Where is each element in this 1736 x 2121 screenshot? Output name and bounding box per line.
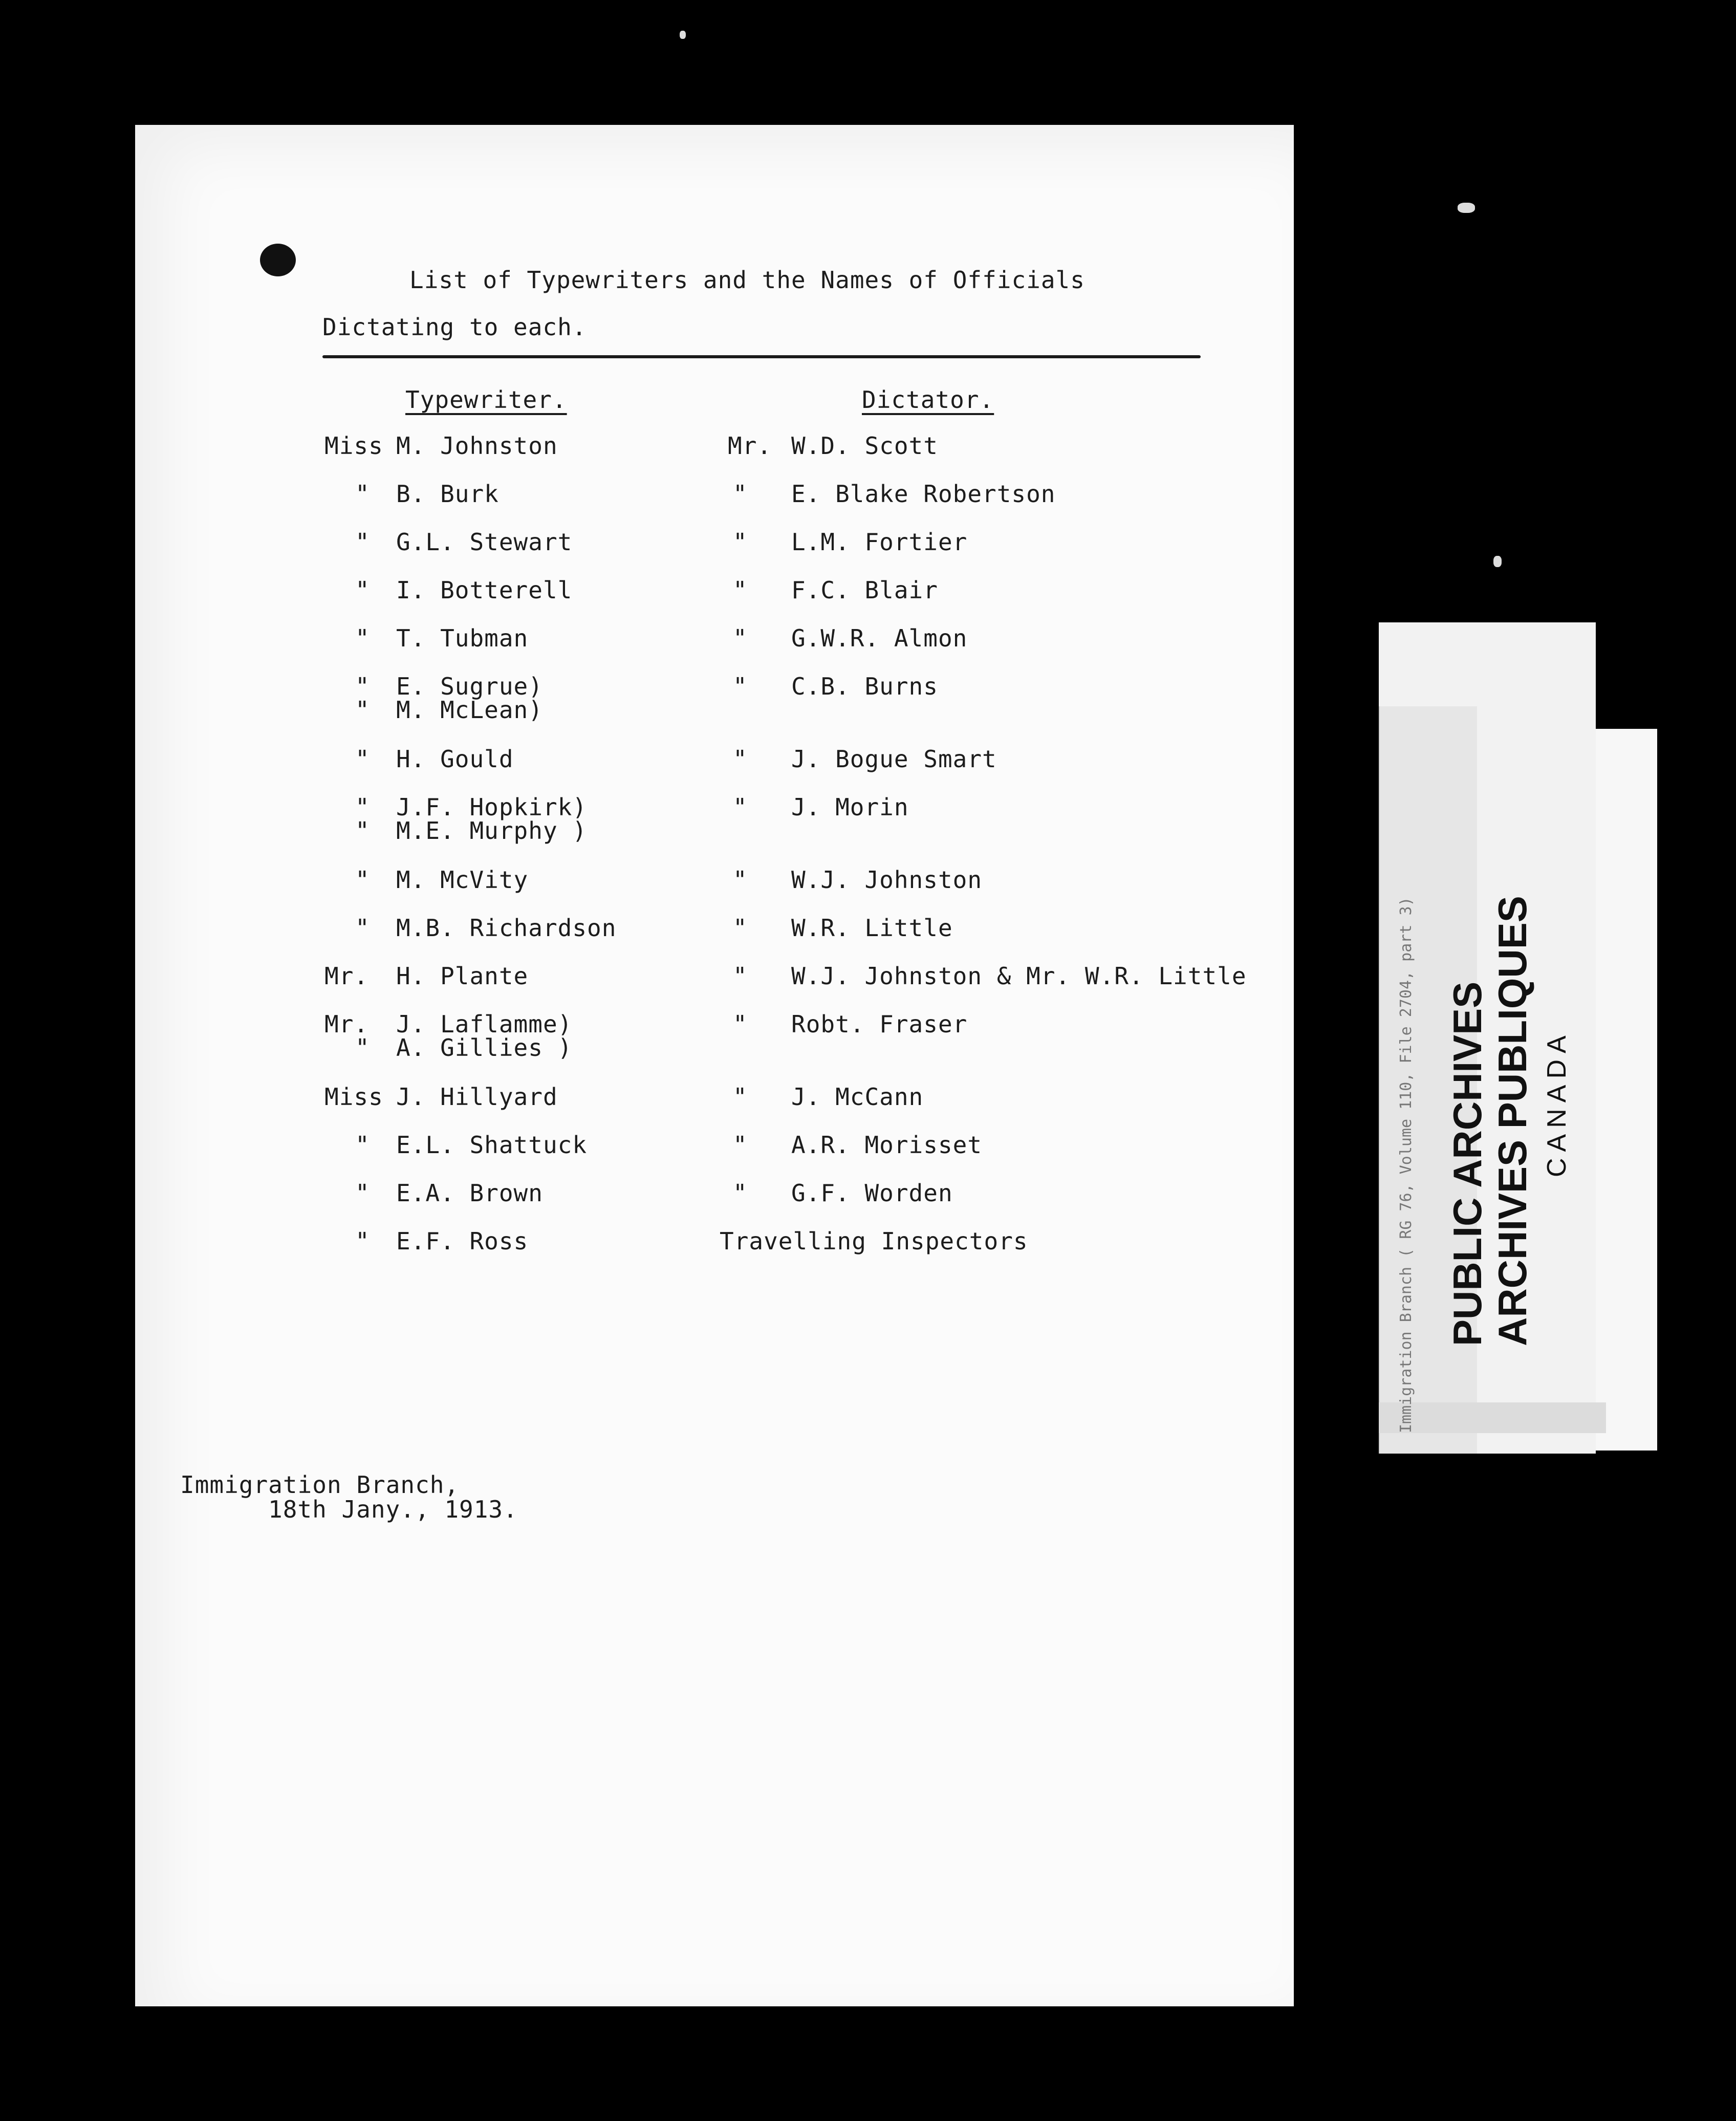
typist-name: M.B. Richardson: [396, 914, 617, 942]
film-speck: [680, 31, 686, 39]
typist-title: Miss: [324, 432, 383, 460]
list-item: [135, 480, 1294, 531]
typist-name: B. Burk: [396, 480, 499, 508]
typist-name: J.F. Hopkirk): [396, 793, 588, 821]
dictator-name: W.J. Johnston & Mr. W.R. Little: [791, 962, 1247, 990]
dictator-title: ": [733, 576, 748, 604]
footer-date: 18th Jany., 1913.: [268, 1496, 518, 1523]
list-item: [135, 432, 1294, 483]
list-item: [135, 1227, 1294, 1279]
dictator-name: L.M. Fortier: [791, 528, 968, 556]
typist-name-second: A. Gillies ): [396, 1034, 573, 1062]
dictator-name: F.C. Blair: [791, 576, 938, 604]
dictator-name: E. Blake Robertson: [791, 480, 1056, 508]
dictator-name: W.R. Little: [791, 914, 953, 942]
typist-name: M. McVity: [396, 866, 529, 894]
list-item: [135, 793, 1294, 845]
document-page: [135, 125, 1294, 2006]
typist-name-second: M.E. Murphy ): [396, 817, 588, 845]
typist-title: ": [355, 576, 370, 604]
typist-title: ": [355, 793, 370, 821]
typist-title-second: ": [355, 696, 370, 724]
typist-name: J. Laflamme): [396, 1010, 573, 1038]
typist-title: Mr.: [324, 962, 369, 990]
typist-title-second: ": [355, 1034, 370, 1062]
typist-title: ": [355, 528, 370, 556]
dictator-title: ": [733, 1131, 748, 1159]
typist-name: E.A. Brown: [396, 1179, 543, 1207]
dictator-name: A.R. Morisset: [791, 1131, 983, 1159]
list-item: [135, 914, 1294, 965]
dictator-name: G.W.R. Almon: [791, 624, 968, 652]
dictator-name: J. McCann: [791, 1083, 924, 1111]
dictator-name: Robt. Fraser: [791, 1010, 968, 1038]
dictator-name: G.F. Worden: [791, 1179, 953, 1207]
list-item: [135, 745, 1294, 796]
typist-title: ": [355, 866, 370, 894]
dictator-name: J. Bogue Smart: [791, 745, 997, 773]
list-item: [135, 1010, 1294, 1062]
footer-branch: Immigration Branch,: [180, 1471, 460, 1499]
typist-title: ": [355, 673, 370, 700]
typist-name-second: M. McLean): [396, 696, 543, 724]
typist-title: ": [355, 745, 370, 773]
typist-title: Mr.: [324, 1010, 369, 1038]
dictator-title: ": [733, 480, 748, 508]
typist-name: H. Gould: [396, 745, 514, 773]
typist-title: ": [355, 480, 370, 508]
typist-title-second: ": [355, 817, 370, 845]
archive-reference: Immigration Branch ( RG 76, Volume 110, File 2704, part 3): [1397, 897, 1415, 1433]
list-item: [135, 528, 1294, 579]
archive-label-line2: ARCHIVES PUBLIQUES: [1490, 896, 1535, 1346]
dictator-name: W.J. Johnston: [791, 866, 983, 894]
dictator-title: Mr.: [728, 432, 772, 460]
archive-label-flap: [1596, 729, 1657, 1451]
dictator-title: ": [733, 1179, 748, 1207]
archive-label-line3: CANADA: [1542, 1029, 1572, 1177]
document-title: List of Typewriters and the Names of Officials: [409, 266, 1085, 294]
dictator-name: C.B. Burns: [791, 673, 938, 700]
document-subtitle: Dictating to each.: [322, 313, 587, 341]
typist-title: ": [355, 624, 370, 652]
typist-title: ": [355, 914, 370, 942]
list-item: [135, 866, 1294, 917]
list-item: [135, 1179, 1294, 1230]
typist-title: Miss: [324, 1083, 383, 1111]
typist-title: ": [355, 1179, 370, 1207]
dictator-title: ": [733, 624, 748, 652]
typist-name: J. Hillyard: [396, 1083, 558, 1111]
typist-name: E.L. Shattuck: [396, 1131, 588, 1159]
typist-name: E.F. Ross: [396, 1227, 529, 1255]
typist-name: H. Plante: [396, 962, 529, 990]
dictator-name: J. Morin: [791, 793, 909, 821]
typist-title: ": [355, 1131, 370, 1159]
dictator-title: ": [733, 793, 748, 821]
archive-label-line1: PUBLIC ARCHIVES: [1445, 981, 1490, 1346]
column-header-dictator: Dictator.: [862, 386, 994, 414]
typist-name: M. Johnston: [396, 432, 558, 460]
typist-title: ": [355, 1227, 370, 1255]
dictator-title: ": [733, 1010, 748, 1038]
dictator-title: ": [733, 673, 748, 700]
film-speck: [1458, 203, 1475, 213]
typist-name: G.L. Stewart: [396, 528, 573, 556]
list-item: [135, 673, 1294, 724]
dictator-title: ": [733, 745, 748, 773]
list-item: [135, 962, 1294, 1013]
list-item: [135, 1083, 1294, 1134]
list-item: [135, 624, 1294, 676]
column-header-typewriter: Typewriter.: [405, 386, 567, 414]
dictator-title: ": [733, 914, 748, 942]
dictator-title: ": [733, 866, 748, 894]
typist-name: T. Tubman: [396, 624, 529, 652]
dictator-title: ": [733, 528, 748, 556]
dictator-name: W.D. Scott: [791, 432, 938, 460]
title-rule: [322, 355, 1201, 358]
typist-name: I. Botterell: [396, 576, 573, 604]
list-item: [135, 576, 1294, 627]
dictator-title: ": [733, 1083, 748, 1111]
typist-name: E. Sugrue): [396, 673, 543, 700]
film-speck: [1493, 556, 1502, 567]
dictator-title: ": [733, 962, 748, 990]
punch-hole: [260, 244, 296, 276]
dictator-name: Travelling Inspectors: [720, 1227, 1028, 1255]
list-item: [135, 1131, 1294, 1182]
